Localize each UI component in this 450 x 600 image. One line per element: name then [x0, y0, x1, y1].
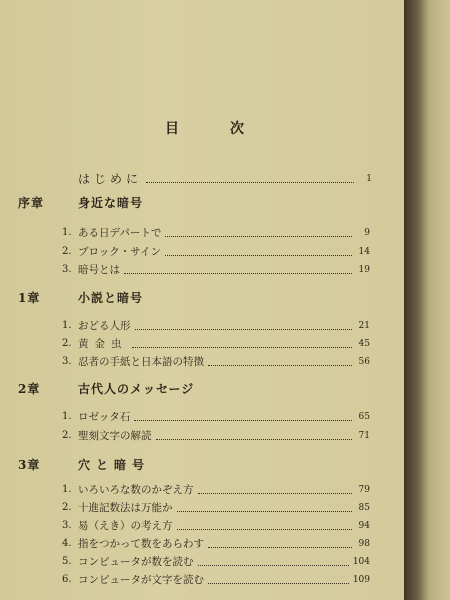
toc-entry [62, 409, 370, 424]
leader-dots [146, 181, 354, 183]
chapter-number: 序章 [18, 196, 45, 210]
entry-title: 易（えき）の考え方 [78, 520, 173, 532]
entry-number: 5. [62, 556, 72, 567]
entry-number: 2. [62, 502, 72, 513]
entry-page: 21 [358, 320, 370, 331]
toc-entry [62, 518, 370, 533]
leader-dots [177, 510, 353, 512]
entry-page: 56 [358, 356, 370, 367]
entry-number: 2. [62, 430, 72, 441]
chapter-title: 小説と暗号 [78, 291, 144, 305]
toc-entry [62, 500, 370, 515]
entry-page: 65 [358, 411, 370, 422]
toc-entry [62, 318, 370, 333]
leader-dots [198, 564, 349, 566]
leader-dots [165, 235, 352, 237]
entry-number: 3. [62, 264, 72, 275]
leader-dots [156, 438, 353, 440]
toc-entry [62, 225, 370, 240]
chapter-title: 身近な暗号 [78, 196, 144, 210]
entry-page: 45 [358, 338, 370, 349]
entry-number: 4. [62, 538, 72, 549]
toc-entry [62, 244, 370, 259]
entry-title: コンピュータが文字を読む [78, 574, 204, 586]
leader-dots [132, 346, 353, 348]
chapter-heading [18, 456, 150, 473]
entry-page: 14 [358, 246, 370, 257]
chapter-title: 穴と暗号 [78, 458, 151, 472]
entry-number: 6. [62, 574, 72, 585]
toc-intro-label: はじめに [78, 172, 143, 186]
leader-dots [208, 582, 349, 584]
entry-title: おどる人形 [78, 320, 131, 332]
toc-entry [62, 554, 370, 569]
entry-number: 3. [62, 520, 72, 531]
leader-dots [208, 546, 352, 548]
toc-entry [62, 428, 370, 443]
book-spine-edge [404, 0, 450, 600]
toc-entry [62, 354, 370, 369]
toc-entry [62, 572, 370, 587]
entry-page: 109 [352, 574, 370, 585]
leader-dots [198, 492, 353, 494]
entry-page: 98 [358, 538, 370, 549]
entry-title: 暗号とは [78, 264, 120, 276]
leader-dots [177, 528, 353, 530]
toc-intro-page: 1 [366, 173, 372, 184]
entry-title: ある日デパートで [78, 227, 162, 239]
entry-page: 85 [358, 502, 370, 513]
entry-number: 1. [62, 411, 72, 422]
entry-page: 79 [358, 484, 370, 495]
entry-title: いろいろな数のかぞえ方 [78, 484, 194, 496]
chapter-heading [18, 380, 194, 397]
entry-title: ロゼッタ石 [78, 411, 131, 423]
entry-number: 1. [62, 484, 72, 495]
chapter-number: 2章 [18, 382, 41, 396]
chapter-number: 1章 [18, 291, 41, 305]
page-title [165, 118, 245, 138]
entry-title: 指をつかって数をあらわす [78, 538, 204, 550]
leader-dots [208, 364, 352, 366]
entry-title: ブロック・サイン [78, 246, 162, 258]
entry-number: 2. [62, 338, 72, 349]
leader-dots [135, 328, 353, 330]
chapter-title: 古代人のメッセージ [78, 382, 195, 396]
entry-page: 19 [358, 264, 370, 275]
title-char-2: 次 [230, 121, 245, 137]
leader-dots [124, 272, 352, 274]
toc-intro-row [78, 170, 372, 187]
entry-page: 71 [358, 430, 370, 441]
entry-number: 1. [62, 320, 72, 331]
entry-number: 2. [62, 246, 72, 257]
entry-number: 3. [62, 356, 72, 367]
entry-title: 忍者の手紙と日本語の特徴 [78, 356, 204, 368]
leader-dots [134, 419, 352, 421]
entry-title: 聖刻文字の解読 [78, 430, 152, 442]
title-char-1: 目 [165, 121, 180, 137]
entry-title: 十進記数法は万能か [78, 502, 173, 514]
entry-number: 1. [62, 227, 72, 238]
toc-entry [62, 536, 370, 551]
chapter-number: 3章 [18, 458, 41, 472]
toc-entry [62, 262, 370, 277]
toc-entry [62, 482, 370, 497]
leader-dots [165, 254, 352, 256]
entry-title: コンピュータが数を読む [78, 556, 194, 568]
chapter-heading [18, 194, 143, 211]
entry-page: 9 [364, 227, 370, 238]
toc-entry [62, 336, 370, 351]
entry-title: 黄金虫 [78, 338, 128, 350]
entry-page: 104 [352, 556, 370, 567]
entry-page: 94 [358, 520, 370, 531]
chapter-heading [18, 289, 143, 306]
